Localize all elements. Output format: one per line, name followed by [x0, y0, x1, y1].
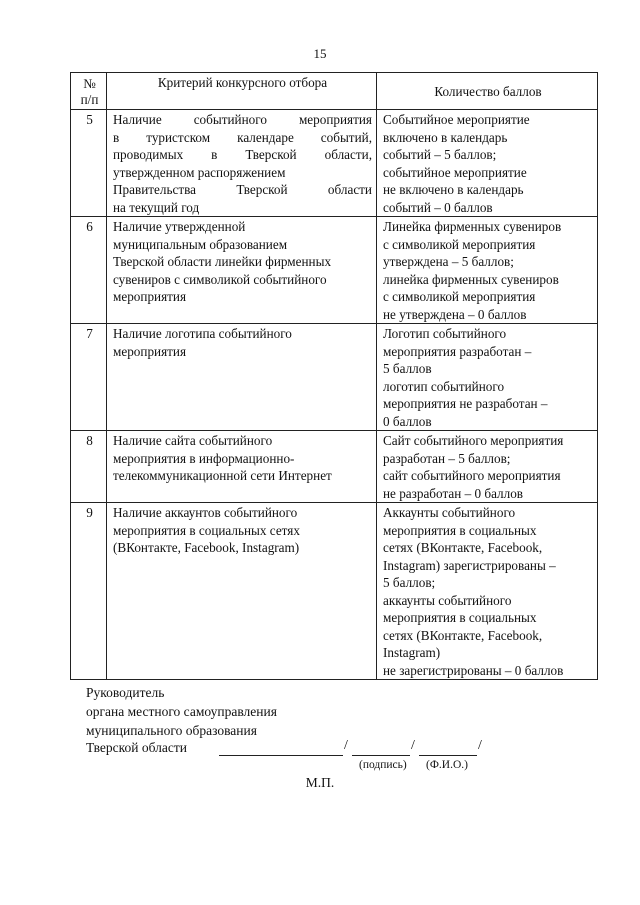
signature-blank	[219, 755, 343, 756]
criterion-line: Наличие событийного мероприятия	[113, 112, 372, 127]
points-line: событийное мероприятие	[383, 164, 527, 180]
criterion-line: мероприятия в социальных сетях	[113, 522, 300, 538]
criterion-cell	[107, 324, 377, 431]
criterion-line: Наличие сайта событийного	[113, 433, 273, 448]
row-number: 6	[71, 217, 107, 324]
points-line: не утверждена – 0 баллов	[383, 306, 527, 322]
points-line: включено в календарь	[383, 129, 508, 145]
points-line: логотип событийного	[383, 378, 505, 394]
criterion-line: Правительства Тверской области	[113, 182, 372, 197]
table-row	[71, 217, 598, 324]
stamp-placeholder: М.П.	[305, 775, 335, 790]
signature-caption: (подпись)	[359, 759, 407, 771]
criterion-line: мероприятия в информационно-	[113, 450, 295, 466]
criterion-cell	[107, 431, 377, 503]
criterion-line: на текущий год	[113, 199, 200, 215]
criterion-line: Наличие логотипа событийного	[113, 326, 292, 341]
points-line: мероприятия разработан –	[383, 343, 532, 359]
row-number: 8	[71, 431, 107, 503]
points-line: не разработан – 0 баллов	[383, 485, 524, 501]
criterion-line: мероприятия	[113, 343, 187, 359]
points-cell	[377, 503, 598, 680]
points-line: Логотип событийного	[383, 326, 507, 341]
points-line: сетях (ВКонтакте, Facebook,	[383, 627, 543, 643]
points-line: сайт событийного мероприятия	[383, 468, 561, 483]
criterion-cell	[107, 503, 377, 680]
points-line: Событийное мероприятие	[383, 112, 530, 127]
separator-slash: /	[411, 738, 415, 753]
signature-blank	[352, 755, 410, 756]
criterion-line: утвержденном распоряжением	[113, 164, 286, 180]
name-caption: (Ф.И.О.)	[426, 759, 468, 771]
points-line: аккаунты событийного	[383, 592, 512, 608]
points-cell	[377, 217, 598, 324]
points-line: мероприятия в социальных	[383, 522, 537, 538]
points-line: событий – 5 баллов;	[383, 147, 497, 162]
points-line: сетях (ВКонтакте, Facebook,	[383, 540, 543, 555]
points-line: с символикой мероприятия	[383, 236, 536, 252]
header-points: Количество баллов	[377, 73, 598, 110]
header-num-line: п/п	[80, 91, 99, 107]
header-num	[71, 73, 107, 110]
name-blank	[419, 755, 477, 756]
criterion-line: в туристском календаре событий,	[113, 129, 372, 145]
header-num-line: №	[83, 75, 96, 91]
points-line: Аккаунты событийного	[383, 505, 516, 520]
points-line: Линейка фирменных сувениров	[383, 219, 562, 234]
points-line: событий – 0 баллов	[383, 199, 493, 215]
signature-title-line: муниципального образования	[86, 723, 257, 738]
points-line: мероприятия не разработан –	[383, 396, 548, 411]
header-criterion: Критерий конкурсного отбора	[107, 73, 377, 110]
signature-row	[86, 740, 606, 762]
criterion-line: (ВКонтакте, Facebook, Instagram)	[113, 540, 300, 555]
points-line: Instagram) зарегистрированы –	[383, 557, 556, 573]
criterion-line: мероприятия	[113, 289, 187, 304]
points-cell	[377, 110, 598, 217]
points-line: мероприятия в социальных	[383, 610, 537, 625]
points-line: 5 баллов;	[383, 575, 436, 590]
points-line: Сайт событийного мероприятия	[383, 433, 564, 448]
points-cell	[377, 324, 598, 431]
points-cell	[377, 431, 598, 503]
table-row	[71, 431, 598, 503]
table-row	[71, 503, 598, 680]
signature-title-line: органа местного самоуправления	[86, 704, 277, 719]
separator-slash: /	[478, 738, 482, 753]
table-header-row	[71, 73, 598, 110]
points-line: разработан – 5 баллов;	[383, 450, 511, 466]
points-line: Instagram)	[383, 645, 441, 660]
criterion-line: Тверской области линейки фирменных	[113, 254, 332, 269]
criterion-line: муниципальным образованием	[113, 236, 288, 252]
points-line: не зарегистрированы – 0 баллов	[383, 662, 564, 678]
points-line: с символикой мероприятия	[383, 289, 536, 304]
points-line: утверждена – 5 баллов;	[383, 254, 514, 269]
points-line: не включено в календарь	[383, 182, 524, 197]
row-number: 5	[71, 110, 107, 217]
criterion-line: проводимых в Тверской области,	[113, 147, 372, 162]
criteria-table	[70, 72, 598, 680]
separator-slash: /	[344, 738, 348, 753]
criterion-line: Наличие аккаунтов событийного	[113, 505, 298, 520]
points-line: 5 баллов	[383, 361, 432, 376]
table-row	[71, 110, 598, 217]
criterion-line: телекоммуникационной сети Интернет	[113, 468, 332, 483]
points-line: 0 баллов	[383, 413, 432, 429]
row-number: 7	[71, 324, 107, 431]
row-number: 9	[71, 503, 107, 680]
signature-title-line: Тверской области	[86, 740, 187, 755]
criterion-cell	[107, 110, 377, 217]
page-number: 15	[313, 46, 327, 61]
points-line: линейка фирменных сувениров	[383, 271, 559, 287]
criterion-cell	[107, 217, 377, 324]
criterion-line: Наличие утвержденной	[113, 219, 246, 234]
table-row	[71, 324, 598, 431]
criterion-line: сувениров с символикой событийного	[113, 271, 327, 287]
signature-block	[86, 683, 277, 740]
signature-title-line: Руководитель	[86, 685, 165, 700]
